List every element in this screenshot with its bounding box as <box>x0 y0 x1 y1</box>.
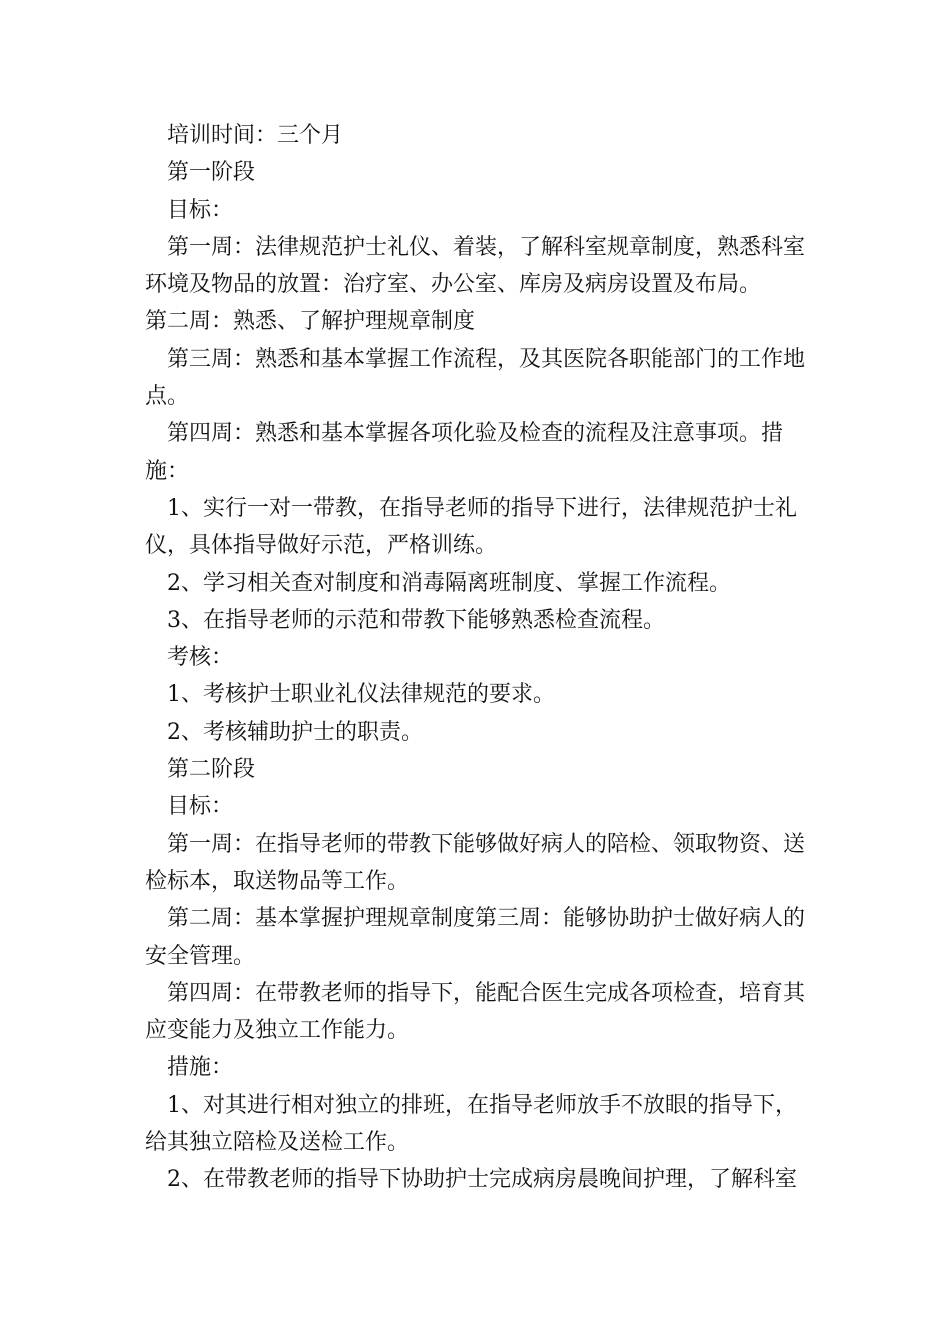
stage-one-measure-two: 2、学习相关查对制度和消毒隔离班制度、掌握工作流程。 <box>167 570 731 596</box>
stage-two-week-one: 第一周：在指导老师的带教下能够做好病人的陪检、领取物资、送检标本，取送物品等工作。 <box>145 831 806 894</box>
stage-two-week-four: 第四周：在带教老师的指导下，能配合医生完成各项检查，培育其应变能力及独立工作能力。 <box>145 980 806 1044</box>
stage-two-measures-label: 措施： <box>167 1055 234 1081</box>
stage-one-week-three: 第三周：熟悉和基本掌握工作流程，及其医院各职能部门的工作地点。 <box>145 346 806 410</box>
stage-one-week-one: 第一周：法律规范护士礼仪、着装，了解科室规章制度，熟悉科室环境及物品的放置：治疗室、办公室、库房及病房设置及布局。 <box>145 234 806 298</box>
stage-two-goals-label: 目标： <box>167 794 234 820</box>
stage-one-goals-label: 目标： <box>167 197 234 223</box>
stage-one-assessment-one: 1、考核护士职业礼仪法律规范的要求。 <box>167 682 555 708</box>
stage-one-measure-three: 3、在指导老师的示范和带教下能够熟悉检查流程。 <box>167 607 665 633</box>
stage-two-measure-one: 1、对其进行相对独立的排班，在指导老师放手不放眼的指导下，给其独立陪检及送检工作。 <box>145 1092 797 1156</box>
stage-one-assessment-two: 2、考核辅助护士的职责。 <box>167 719 423 745</box>
stage-one-heading: 第一阶段 <box>167 160 256 186</box>
stage-two-week-two-three: 第二周：基本掌握护理规章制度第三周：能够协助护士做好病人的安全管理。 <box>145 906 806 969</box>
stage-two-measure-two: 2、在带教老师的指导下协助护士完成病房晨晚间护理，了解科室 <box>167 1167 797 1193</box>
stage-two-heading: 第二阶段 <box>167 757 256 783</box>
stage-one-week-two: 第二周：熟悉、了解护理规章制度 <box>145 309 476 335</box>
stage-one-assessment-label: 考核： <box>167 645 234 671</box>
stage-one-week-four: 第四周：熟悉和基本掌握各项化验及检查的流程及注意事项。措施： <box>145 421 784 484</box>
document-body <box>145 117 810 1199</box>
stage-one-measure-one: 1、实行一对一带教，在指导老师的指导下进行，法律规范护士礼仪，具体指导做好示范，严格训练。 <box>145 495 797 559</box>
training-duration: 培训时间：三个月 <box>167 123 344 148</box>
